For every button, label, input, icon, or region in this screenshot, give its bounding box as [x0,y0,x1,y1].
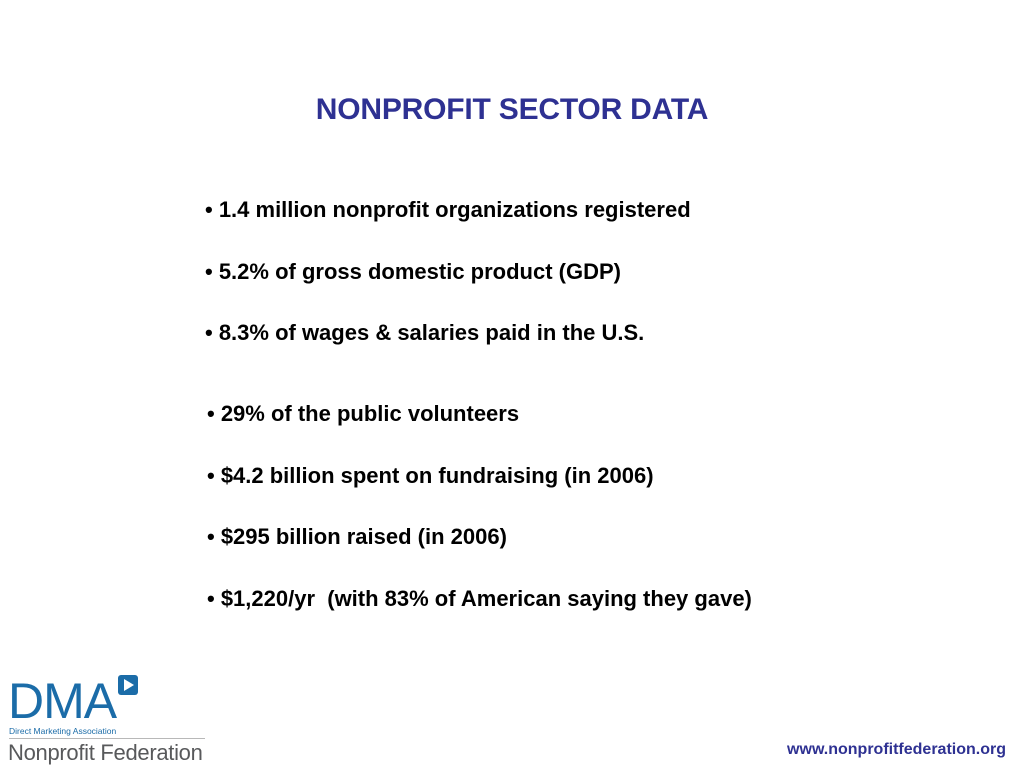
logo-divider [9,738,205,739]
bullet-organizations: • 1.4 million nonprofit organizations registered [205,197,691,222]
bullet-raised: • $295 billion raised (in 2006) [207,524,507,549]
bullet-gdp: • 5.2% of gross domestic product (GDP) [205,259,621,284]
bullet-fundraising-spend: • $4.2 billion spent on fundraising (in 2006) [207,463,654,488]
bullet-volunteers: • 29% of the public volunteers [207,401,520,426]
logo-dma-mark: DMA [8,673,117,729]
dma-nonprofit-federation-logo [0,668,215,768]
bullet-per-year: • $1,220/yr (with 83% of American saying they gave) [207,586,752,611]
logo-name: Nonprofit Federation [8,740,203,765]
footer-url[interactable]: www.nonprofitfederation.org [787,741,1006,758]
play-icon [118,675,138,695]
slide-title: NONPROFIT SECTOR DATA [315,93,709,126]
logo-subtitle: Direct Marketing Association [9,726,117,736]
bullet-wages: • 8.3% of wages & salaries paid in the U.S. [205,320,645,345]
